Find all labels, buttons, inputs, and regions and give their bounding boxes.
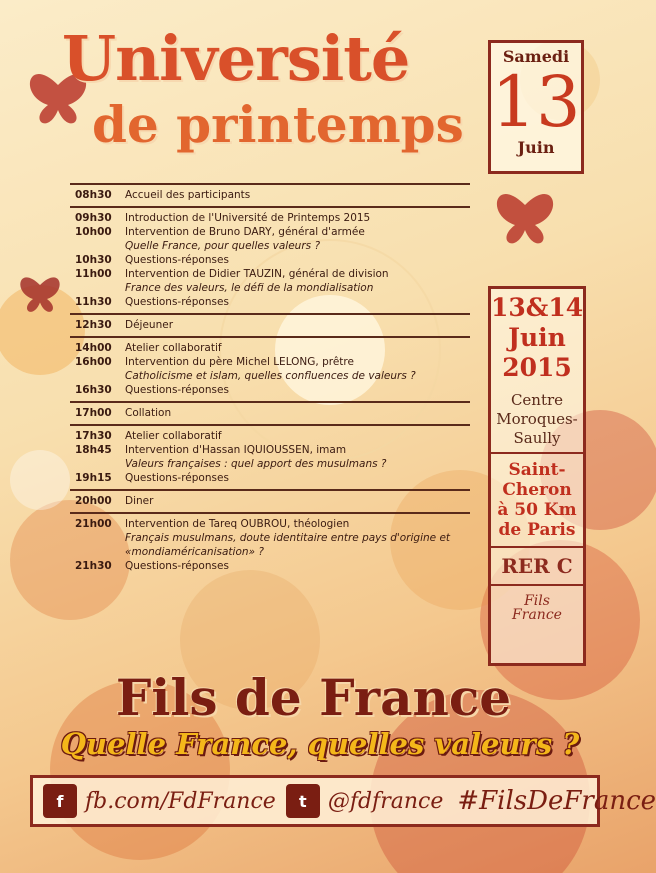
- schedule-block: [70, 183, 470, 206]
- schedule-time: 21h30: [75, 560, 112, 572]
- schedule-subtitle: Catholicisme et islam, quelles confluences de valeurs ?: [125, 370, 416, 382]
- schedule-time: 19h15: [75, 472, 112, 484]
- schedule-row: [70, 211, 470, 225]
- schedule-row: [70, 341, 470, 355]
- location-line: à 50 Km: [497, 500, 577, 520]
- location-line: Cheron: [502, 480, 572, 500]
- venue-line: Moroques-: [496, 410, 578, 428]
- event-days: 13&14: [491, 293, 584, 322]
- schedule-title: Diner: [125, 495, 154, 507]
- schedule-time: 08h30: [75, 189, 112, 201]
- schedule-time: 09h30: [75, 212, 112, 224]
- schedule-item: [125, 188, 470, 202]
- schedule-row: [70, 471, 470, 485]
- schedule-item: [125, 429, 470, 443]
- transport: RER C: [491, 548, 583, 586]
- social-links-bar: [30, 775, 656, 827]
- schedule-title: Intervention d'Hassan IQUIOUSSEN, imam: [125, 444, 347, 456]
- event-dates: [491, 293, 583, 383]
- schedule-row: [70, 443, 470, 471]
- schedule-row: [70, 559, 470, 573]
- event-year: 2015: [502, 353, 572, 382]
- schedule-time: 17h30: [75, 430, 112, 442]
- schedule-title: Questions-réponses: [125, 384, 229, 396]
- schedule-subtitle: France des valeurs, le défi de la mondialisation: [125, 282, 374, 294]
- schedule-item: [125, 211, 470, 225]
- butterfly-icon: [497, 194, 553, 243]
- location-line: Saint-: [508, 460, 566, 480]
- schedule-row: [70, 253, 470, 267]
- schedule-time: 11h00: [75, 268, 112, 280]
- schedule-row: [70, 494, 470, 508]
- schedule-time: 21h00: [75, 518, 112, 530]
- schedule-item: [125, 253, 470, 267]
- schedule-subtitle: Français musulmans, doute identitaire entre pays d'origine et «mondiaméricanisation» ?: [125, 532, 451, 558]
- schedule-title: Questions-réponses: [125, 254, 229, 266]
- schedule-item: [125, 341, 470, 355]
- date-box: [488, 40, 584, 174]
- schedule-title: Introduction de l'Université de Printemps 2015: [125, 212, 371, 224]
- schedule-title: Questions-réponses: [125, 472, 229, 484]
- schedule-subtitle: Valeurs françaises : quel apport des musulmans ?: [125, 458, 387, 470]
- schedule-item: [125, 267, 470, 295]
- schedule-block: [70, 336, 470, 401]
- schedule-item: [125, 225, 470, 253]
- schedule-row: [70, 406, 470, 420]
- schedule-title: Intervention de Bruno DARY, général d'armée: [125, 226, 365, 238]
- schedule-time: 18h45: [75, 444, 112, 456]
- schedule-row: [70, 517, 470, 559]
- schedule-title: Intervention de Didier TAUZIN, général de division: [125, 268, 389, 280]
- schedule-time: 16h30: [75, 384, 112, 396]
- schedule-title: Intervention du père Michel LELONG, prêtre: [125, 356, 354, 368]
- schedule-row: [70, 225, 470, 253]
- schedule-time: 17h00: [75, 407, 112, 419]
- schedule-block: [70, 313, 470, 336]
- title-line2: de printemps: [92, 95, 464, 154]
- day-name: Samedi: [502, 47, 570, 66]
- schedule-block: [70, 424, 470, 489]
- venue-line: Centre: [510, 391, 564, 409]
- schedule-block: [70, 206, 470, 313]
- schedule-block: [70, 401, 470, 424]
- program-schedule: [70, 183, 470, 577]
- event-info-panel: [488, 286, 586, 666]
- schedule-item: [125, 295, 470, 309]
- twitter-link[interactable]: @fdfrance: [327, 788, 444, 814]
- facebook-link[interactable]: fb.com/FdFrance: [85, 788, 276, 814]
- facebook-icon: f: [43, 784, 77, 818]
- schedule-title: Atelier collaboratif: [125, 342, 222, 354]
- schedule-item: [125, 443, 470, 471]
- schedule-row: [70, 318, 470, 332]
- schedule-item: [125, 406, 470, 420]
- schedule-time: 11h30: [75, 296, 112, 308]
- schedule-time: 20h00: [75, 495, 112, 507]
- schedule-row: [70, 429, 470, 443]
- schedule-time: 10h00: [75, 226, 112, 238]
- location: [491, 454, 583, 548]
- schedule-title: Déjeuner: [125, 319, 174, 331]
- schedule-time: 12h30: [75, 319, 112, 331]
- event-month: Juin: [508, 323, 566, 352]
- schedule-time: 10h30: [75, 254, 112, 266]
- schedule-subtitle: Quelle France, pour quelles valeurs ?: [125, 240, 321, 252]
- schedule-item: [125, 355, 470, 383]
- schedule-block: [70, 489, 470, 512]
- day-number: 13: [491, 61, 581, 143]
- fils-de-france-logo: [491, 586, 583, 622]
- schedule-row: [70, 295, 470, 309]
- twitter-icon: t: [286, 784, 320, 818]
- schedule-row: [70, 188, 470, 202]
- schedule-row: [70, 383, 470, 397]
- schedule-title: Atelier collaboratif: [125, 430, 222, 442]
- schedule-title: Questions-réponses: [125, 296, 229, 308]
- location-line: de Paris: [498, 520, 576, 540]
- schedule-title: Collation: [125, 407, 172, 419]
- venue: [491, 391, 583, 454]
- schedule-item: [125, 383, 470, 397]
- venue-line: Saully: [513, 429, 561, 447]
- logo-text: Fils: [524, 593, 550, 609]
- hashtag-link[interactable]: #FilsDeFrance: [457, 786, 656, 816]
- title-line1: Université: [62, 22, 410, 95]
- schedule-item: [125, 471, 470, 485]
- brand-title: Fils de France: [115, 668, 512, 727]
- schedule-title: Questions-réponses: [125, 560, 229, 572]
- schedule-time: 14h00: [75, 342, 112, 354]
- schedule-row: [70, 267, 470, 295]
- slogan: Quelle France, quelles valeurs ?: [60, 727, 580, 761]
- schedule-title: Accueil des participants: [125, 189, 251, 201]
- month: Juin: [517, 138, 555, 157]
- schedule-block: [70, 512, 470, 577]
- schedule-row: [70, 355, 470, 383]
- schedule-item: [125, 318, 470, 332]
- schedule-item: [125, 517, 470, 559]
- schedule-time: 16h00: [75, 356, 112, 368]
- schedule-item: [125, 494, 470, 508]
- schedule-title: Intervention de Tareq OUBROU, théologien: [125, 518, 350, 530]
- schedule-item: [125, 559, 470, 573]
- logo-text: France: [512, 607, 562, 623]
